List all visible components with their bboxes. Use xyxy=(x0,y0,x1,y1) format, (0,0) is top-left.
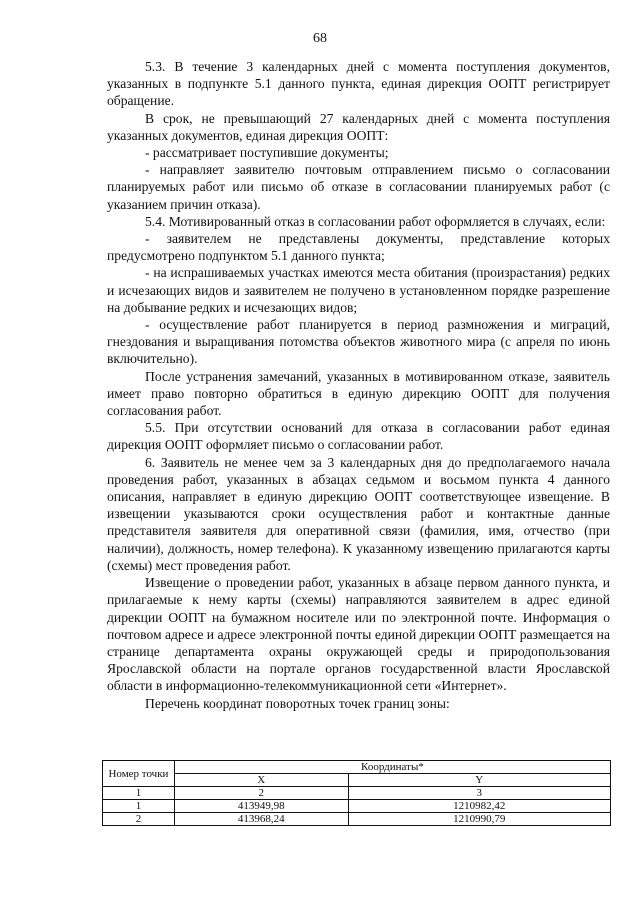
header-point-number: Номер точки xyxy=(103,761,175,787)
paragraph: - осуществление работ планируется в период размножения и миграций, гнездования и выращивания потомства объектов животного мира (с апреля по июнь включительно). xyxy=(107,317,610,367)
coordinates-table xyxy=(102,760,611,826)
paragraph: - рассматривает поступившие документы; xyxy=(145,145,389,161)
paragraph: Перечень координат поворотных точек границ зоны: xyxy=(145,695,450,711)
paragraph: - заявителем не представлены документы, представление которых предусмотрено подпунктом 5.1 данного пункта; xyxy=(107,231,610,264)
paragraph: После устранения замечаний, указанных в мотивированном отказе, заявитель имеет право повторно обратиться в единую дирекцию ООПТ для получения согласования работ. xyxy=(107,368,610,419)
table-cell: 413949,98 xyxy=(174,800,348,813)
table-row xyxy=(103,813,611,826)
table-cell: 3 xyxy=(348,787,610,800)
paragraph: 6. Заявитель не менее чем за 3 календарных дня до предполагаемого начала проведения работ, указанных в абзацах седьмом и восьмом пункта 4 данного описания, направляет в единую дирекцию ООПТ соответствующее извещение. В извещении указываются сроки осуществления работ и контактные данные представителя заявителя для оперативной связи (фамилия, имя, отчество (при наличии), должность, номер телефона). К указанному извещению прилагаются карты (схемы) мест проведения работ. xyxy=(107,454,610,573)
table-header-row xyxy=(103,761,611,774)
table-cell: 413968,24 xyxy=(174,813,348,826)
paragraph: В срок, не превышающий 27 календарных дней с момента поступления указанных документов, единая дирекция ООПТ: xyxy=(107,110,610,143)
table-row xyxy=(103,800,611,813)
table-cell: 1 xyxy=(103,800,175,813)
table-cell: 1 xyxy=(103,787,175,800)
table-cell: 1210982,42 xyxy=(348,800,610,813)
paragraph: 5.4. Мотивированный отказ в согласовании работ оформляется в случаях, если: xyxy=(145,213,606,229)
table-cell: 2 xyxy=(174,787,348,800)
paragraph: 5.5. При отсутствии оснований для отказа в согласовании работ единая дирекция ООПТ оформляет письмо о согласовании работ. xyxy=(107,420,610,453)
page-number: 68 xyxy=(313,31,327,46)
table-subheader-row xyxy=(103,774,611,787)
table-cell: 2 xyxy=(103,813,175,826)
paragraph: Извещение о проведении работ, указанных в абзаце первом данного пункта, и прилагаемые к нему карты (схемы) направляются заявителем в адрес единой дирекции ООПТ на бумажном носителе или по электронной почте. Информация о почтовом адресе и адресе электронной почты единой дирекции ООПТ размещается на странице департамента охраны окружающей среды и природопользования Ярославской области на портале органов государственной власти Ярославской области в информационно-телекоммуникационной сети «Интернет». xyxy=(107,575,610,694)
header-coordinates: Координаты* xyxy=(174,761,610,774)
table-index-row xyxy=(103,787,611,800)
table-cell: 1210990,79 xyxy=(348,813,610,826)
header-y: Y xyxy=(348,774,610,787)
paragraph: 5.3. В течение 3 календарных дней с момента поступления документов, указанных в подпункте 5.1 данного пункта, единая дирекция ООПТ регистрирует обращение. xyxy=(107,59,610,109)
paragraph: - направляет заявителю почтовым отправлением письмо о согласовании планируемых работ или письмо об отказе в согласовании планируемых работ (с указанием причин отказа). xyxy=(107,162,610,212)
header-x: X xyxy=(174,774,348,787)
paragraph: - на испрашиваемых участках имеются места обитания (произрастания) редких и исчезающих видов и заявителем не получено в установленном порядке разрешение на добывание редких и исчезающих видов; xyxy=(107,265,610,315)
body-text xyxy=(107,58,610,712)
